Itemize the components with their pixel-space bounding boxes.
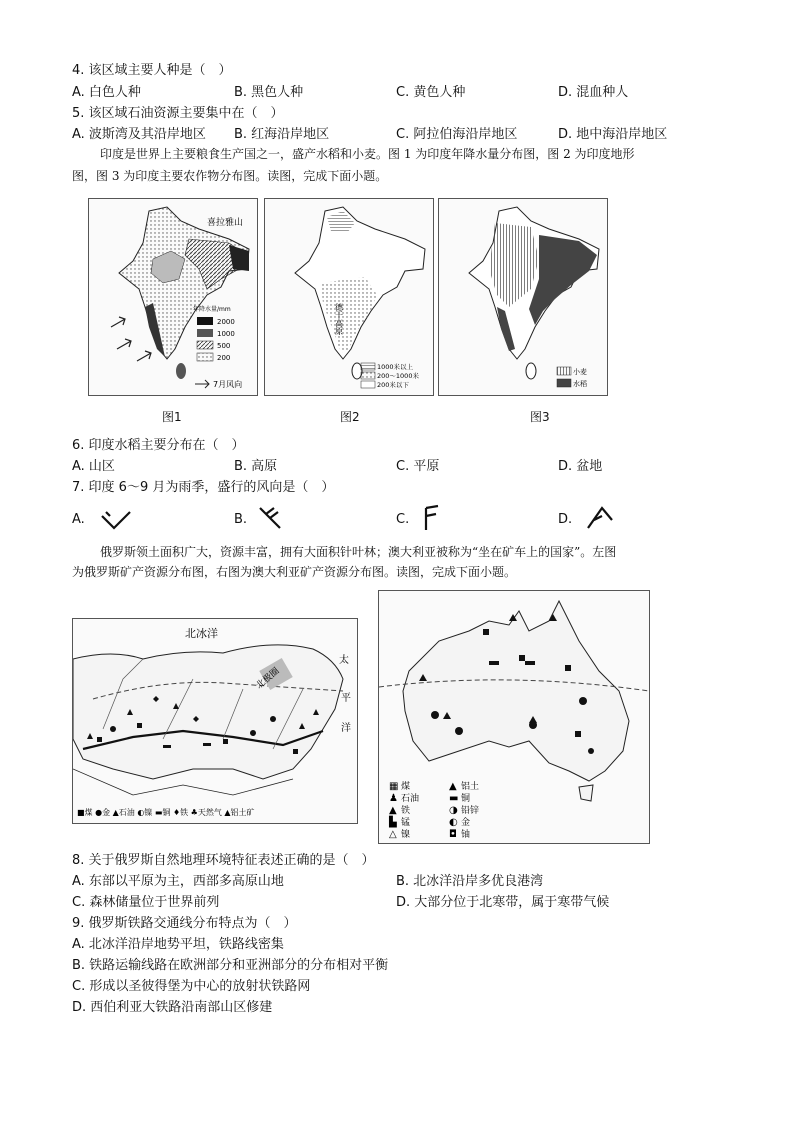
q9-stem: 9. 俄罗斯铁路交通线分布特点为（ ） [72,916,297,931]
arctic-circle-label: 北极圈 [254,666,282,692]
q4-option-a[interactable]: A. 白色人种 [72,85,141,100]
australia-minerals-map [378,590,650,844]
q7-option-c-label: C. [396,512,410,527]
figure-2-caption: 图2 [340,410,360,424]
q6-option-c[interactable]: C. 平原 [396,459,440,474]
q7-option-b-label: B. [234,512,248,527]
q4-option-d[interactable]: D. 混血种人 [558,85,629,100]
fig3-legend [557,367,587,388]
svg-text:◘: ◘ [449,829,457,840]
svg-text:铜: 铜 [461,794,471,804]
deccan-label: 德干高原 [334,303,344,335]
svg-text:小麦: 小麦 [573,368,587,376]
q9-option-d[interactable]: D. 西伯利亚大铁路沿南部山区修建 [72,1000,273,1015]
svg-text:▙: ▙ [389,817,397,828]
fig2-legend [361,362,419,389]
russia-intro-line1: 俄罗斯领土面积广大，资源丰富，拥有大面积针叶林；澳大利亚被称为“坐在矿车上的国家”。左图 [100,545,617,559]
svg-text:7月风向: 7月风向 [213,380,243,389]
wind-symbol-a-icon[interactable] [100,506,132,532]
svg-text:石油: 石油 [401,794,420,804]
svg-text:1000: 1000 [217,330,235,338]
q9-option-c[interactable]: C. 形成以圣彼得堡为中心的放射状铁路网 [72,979,311,994]
q5-option-d[interactable]: D. 地中海沿岸地区 [558,127,668,142]
wind-arrows [111,317,151,361]
svg-text:▦: ▦ [389,781,399,792]
australia-legend [388,780,479,840]
q5-option-b[interactable]: B. 红海沿岸地区 [234,127,330,142]
himalaya-label: 喜拉雅山 [207,218,244,228]
svg-text:200: 200 [217,354,231,362]
q8-option-b[interactable]: B. 北冰洋沿岸多优良港湾 [396,874,544,889]
q6-stem: 6. 印度水稻主要分布在（ ） [72,438,245,453]
wind-symbol-d-icon[interactable] [584,504,614,532]
svg-text:♟: ♟ [389,793,398,804]
svg-text:铁: 铁 [401,806,411,816]
q9-option-a[interactable]: A. 北冰洋沿岸地势平坦，铁路线密集 [72,937,284,952]
svg-text:铅锌: 铅锌 [461,806,480,816]
q6-option-d[interactable]: D. 盆地 [558,459,603,474]
svg-text:金: 金 [461,818,471,828]
figure-3-crops-map [438,198,608,396]
q8-option-d[interactable]: D. 大部分位于北寒带，属于寒带气候 [396,895,610,910]
q8-option-a[interactable]: A. 东部以平原为主，西部多高原山地 [72,874,284,889]
figure-1-precipitation-map [88,198,258,396]
svg-text:2000: 2000 [217,318,235,326]
svg-text:200米以下: 200米以下 [377,381,409,389]
q5-option-c[interactable]: C. 阿拉伯海沿岸地区 [396,127,518,142]
svg-text:铝土: 铝土 [461,782,480,792]
svg-text:镍: 镍 [401,830,411,840]
q7-stem: 7. 印度 6～9 月为雨季，盛行的风向是（ ） [72,480,335,495]
q4-stem: 4. 该区域主要人种是（ ） [72,63,232,78]
svg-text:▲: ▲ [449,781,457,792]
pacific-label-2: 平 [341,693,351,704]
svg-text:锰: 锰 [401,818,411,828]
q7-option-a[interactable] [72,511,85,529]
russia-legend: ■煤 ●金 ▲石油 ◐镍 ▬铜 ♦铁 ♣天然气 ▲铝土矿 [77,808,255,817]
q7-option-a-label: A. [72,512,85,527]
svg-text:1000米以上: 1000米以上 [377,363,414,371]
arctic-ocean-label: 北冰洋 [185,627,218,640]
q7-option-b[interactable] [234,511,247,529]
fig1-legend [193,305,242,389]
svg-text:200～1000米: 200～1000米 [377,372,419,380]
q8-stem: 8. 关于俄罗斯自然地理环境特征表述正确的是（ ） [72,853,375,868]
svg-text:△: △ [389,829,397,840]
svg-text:年降水量/mm: 年降水量/mm [193,306,231,313]
svg-text:煤: 煤 [401,782,411,792]
figure-2-terrain-map [264,198,434,396]
svg-text:水稻: 水稻 [573,380,587,388]
svg-text:500: 500 [217,342,231,350]
q6-option-b[interactable]: B. 高原 [234,459,278,474]
q7-option-d-label: D. [558,512,573,527]
wind-symbol-b-icon[interactable] [256,504,286,532]
svg-text:铀: 铀 [461,830,471,840]
q4-option-b[interactable]: B. 黑色人种 [234,85,304,100]
india-intro-line1: 印度是世界上主要粮食生产国之一，盛产水稻和小麦。图 1 为印度年降水量分布图，图 2 为印度地形 [100,147,635,161]
q4-option-c[interactable]: C. 黄色人种 [396,85,466,100]
q6-option-a[interactable]: A. 山区 [72,459,115,474]
q5-stem: 5. 该区域石油资源主要集中在（ ） [72,106,284,121]
russia-minerals-map [72,618,358,824]
q7-option-d[interactable] [558,511,572,529]
svg-text:▬: ▬ [449,793,459,804]
q5-option-a[interactable]: A. 波斯湾及其沿岸地区 [72,127,206,142]
q8-option-c[interactable]: C. 森林储量位于世界前列 [72,895,220,910]
figure-3-caption: 图3 [530,410,550,424]
wind-symbol-c-icon[interactable] [420,504,446,532]
russia-intro-line2: 为俄罗斯矿产资源分布图，右图为澳大利亚矿产资源分布图。读图，完成下面小题。 [72,565,517,579]
figure-1-caption: 图1 [162,410,182,424]
q9-option-b[interactable]: B. 铁路运输线路在欧洲部分和亚洲部分的分布相对平衡 [72,958,389,973]
svg-text:◐: ◐ [449,817,458,828]
pacific-label-3: 洋 [341,723,351,734]
svg-text:◑: ◑ [449,805,458,816]
q7-option-c[interactable] [396,511,409,529]
india-intro-line2: 图，图 3 为印度主要农作物分布图。读图，完成下面小题。 [72,169,388,183]
svg-text:▲: ▲ [389,805,397,816]
pacific-label-1: 太 [339,655,349,666]
